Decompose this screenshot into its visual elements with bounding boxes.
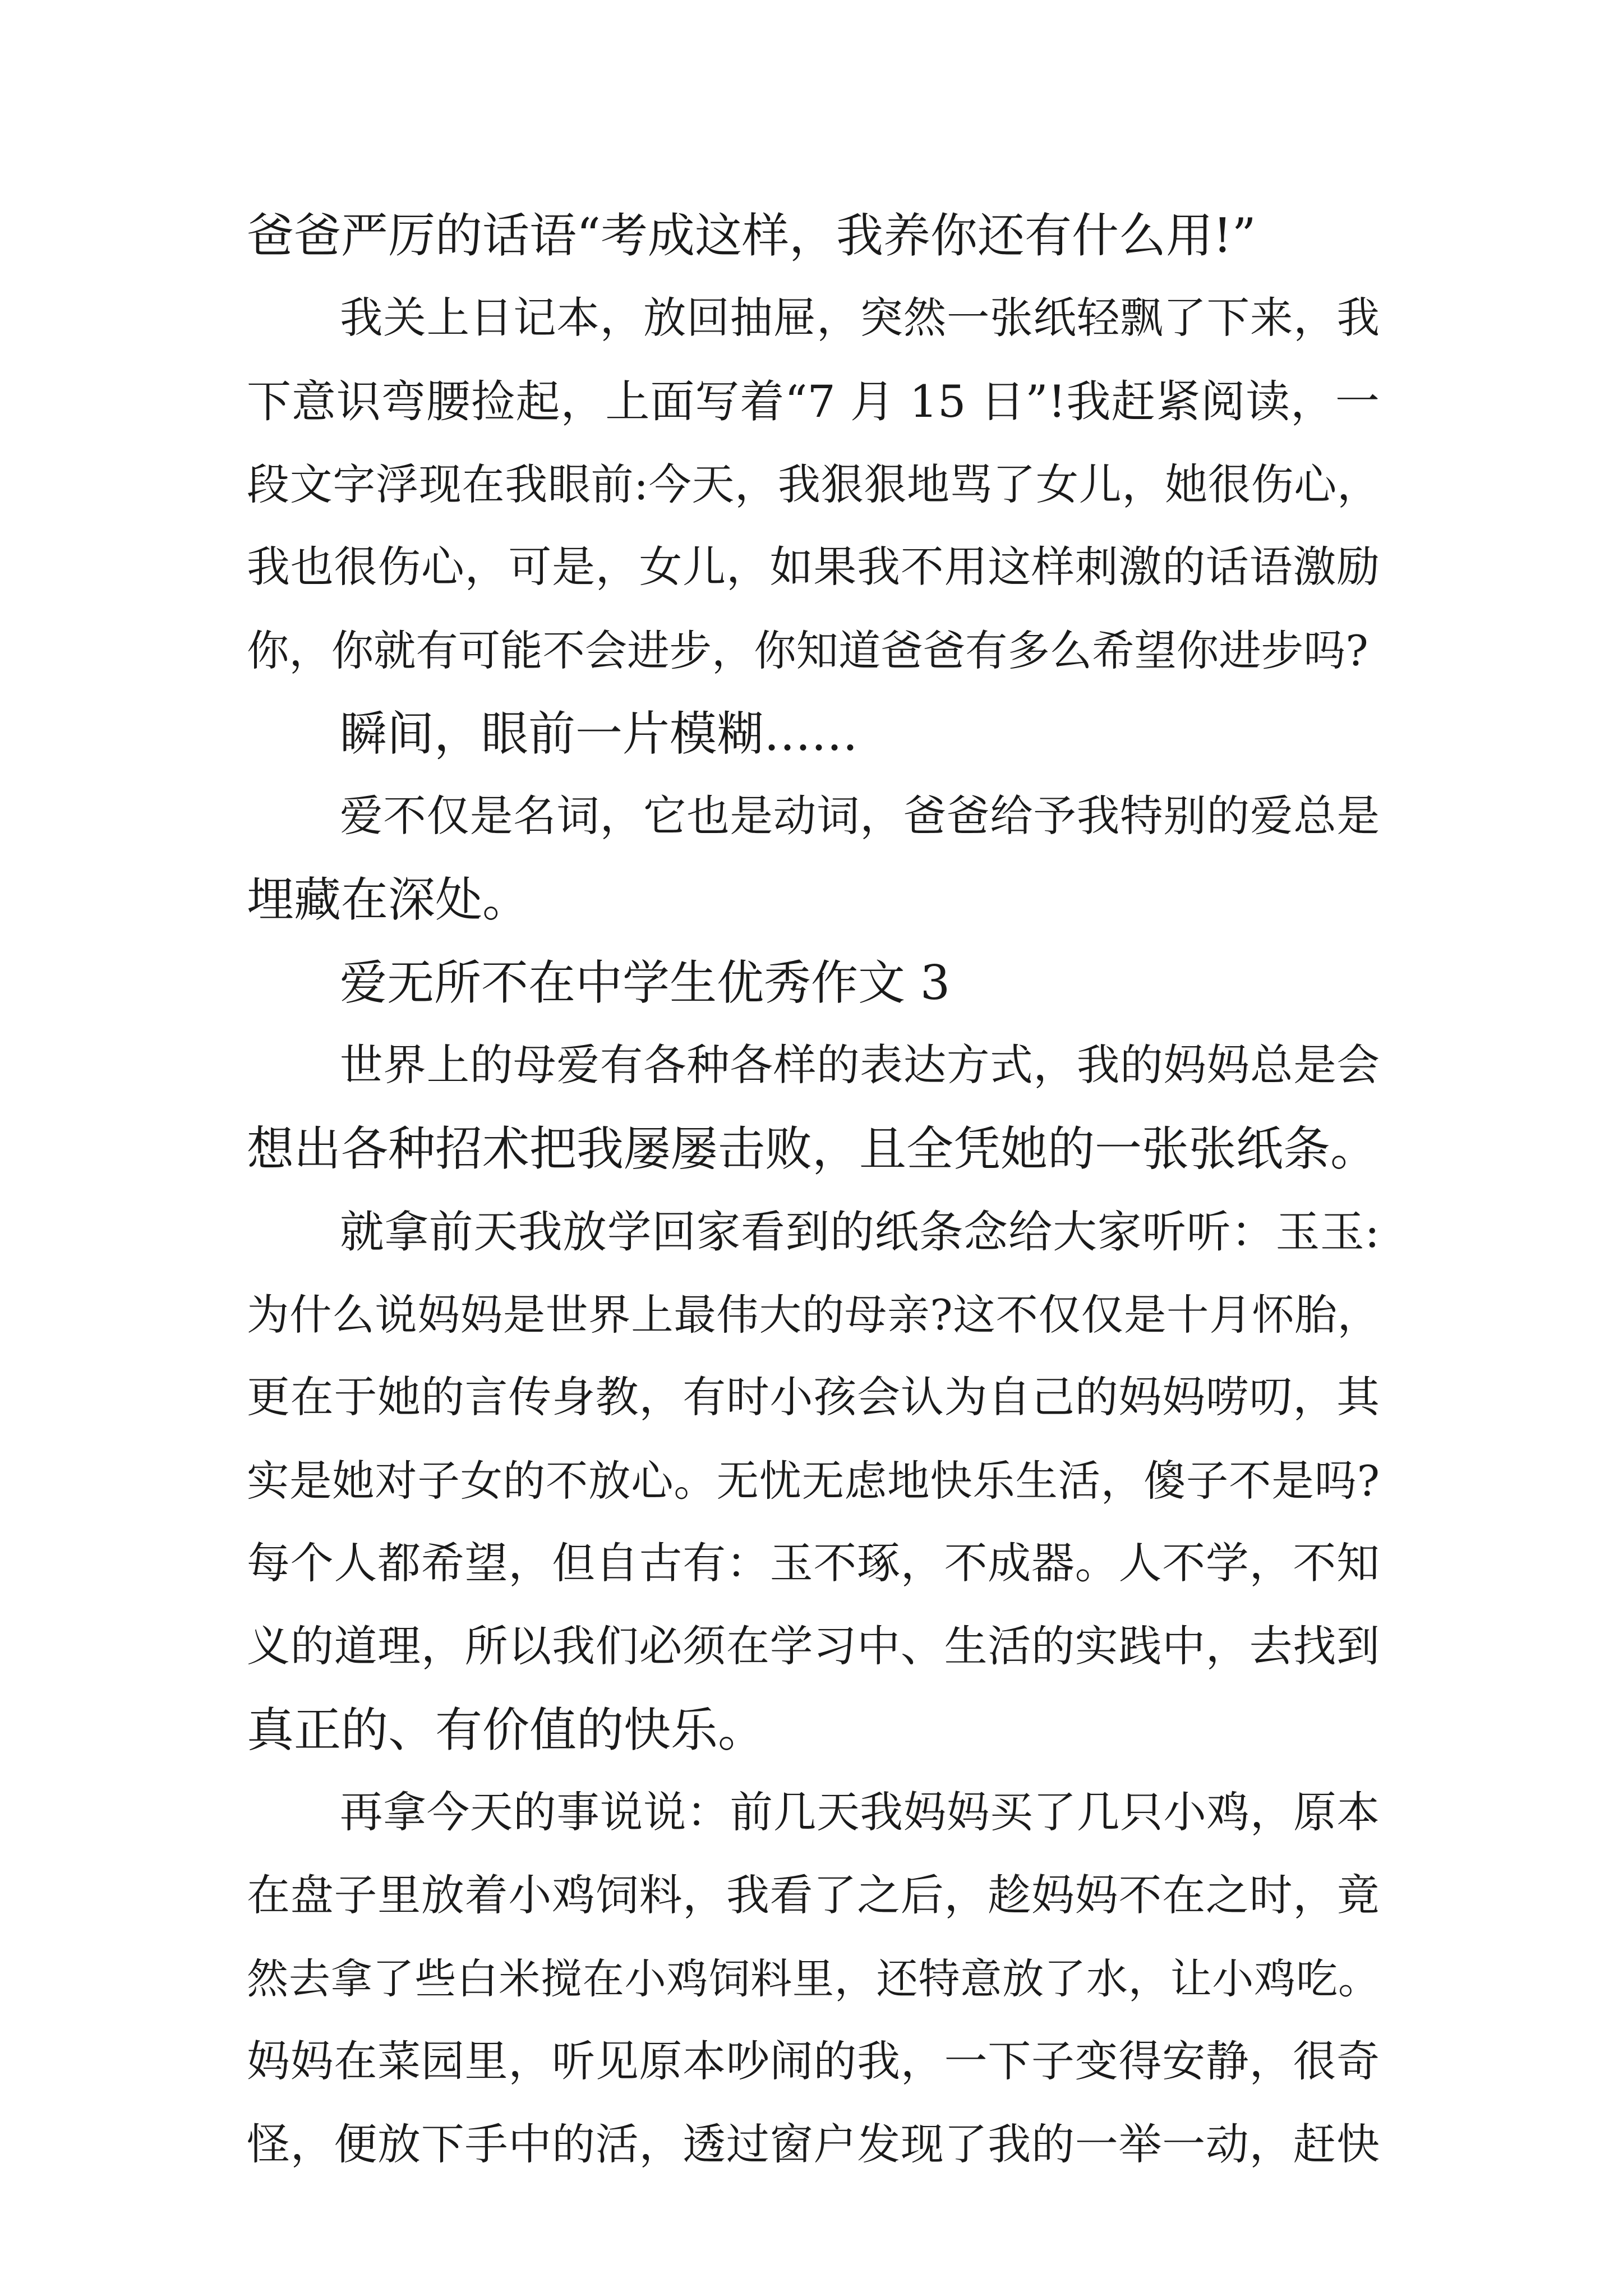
text-line: 再拿今天的事说说：前几天我妈妈买了几只小鸡，原本 [340,1788,1380,1838]
text-line: 段文字浮现在我眼前:今天，我狠狠地骂了女儿，她很伤心， [247,460,1380,509]
text-line: 我也很伤心，可是，女儿，如果我不用这样刺激的话语激励 [247,542,1380,592]
text-line: 每个人都希望，但自古有：玉不琢，不成器。人不学，不知 [247,1539,1380,1589]
text-line: 就拿前天我放学回家看到的纸条念给大家听听：玉玉: [340,1206,1380,1258]
text-line: 在盘子里放着小鸡饲料，我看了之后，趁妈妈不在之时，竟 [247,1871,1380,1921]
text-line: 世界上的母爱有各种各样的表达方式，我的妈妈总是会 [340,1041,1380,1091]
text-line: 你，你就有可能不会进步，你知道爸爸有多么希望你进步吗? [247,626,1368,675]
text-line: 妈妈在菜园里，听见原本吵闹的我，一下子变得安静，很奇 [247,2037,1380,2087]
text-line: 真正的、有价值的快乐。 [247,1703,766,1757]
text-line: 然去拿了些白米搅在小鸡饲料里，还特意放了水，让小鸡吃。 [247,1955,1380,2003]
text-line: 我关上日记本，放回抽屉，突然一张纸轻飘了下来，我 [340,293,1380,343]
text-line: 瞬间，眼前一片模糊…… [340,706,859,761]
text-line: 义的道理，所以我们必须在学习中、生活的实践中，去找到 [247,1622,1380,1672]
text-line: 爸爸严厉的话语“考成这样，我养你还有什么用!” [247,208,1256,263]
text-line: 实是她对子女的不放心。无忧无虑地快乐生活，傻子不是吗? [247,1456,1380,1506]
text-line: 下意识弯腰捡起，上面写着“7 月 15 日”!我赶紧阅读，一 [247,376,1380,427]
section-heading: 爱无所不在中学生优秀作文 3 [340,955,951,1010]
text-line: 怪，便放下手中的活，透过窗户发现了我的一举一动，赶快 [247,2120,1380,2170]
text-line: 埋藏在深处。 [247,872,530,927]
text-line: 为什么说妈妈是世界上最伟大的母亲?这不仅仅是十月怀胎， [247,1290,1380,1340]
text-line: 爱不仅是名词，它也是动词，爸爸给予我特别的爱总是 [340,792,1380,841]
text-line: 想出各种招术把我屡屡击败，且全凭她的一张张纸条。 [247,1121,1378,1176]
text-line: 更在于她的言传身教，有时小孩会认为自己的妈妈唠叨，其 [247,1373,1380,1423]
document-body [247,208,1380,2200]
